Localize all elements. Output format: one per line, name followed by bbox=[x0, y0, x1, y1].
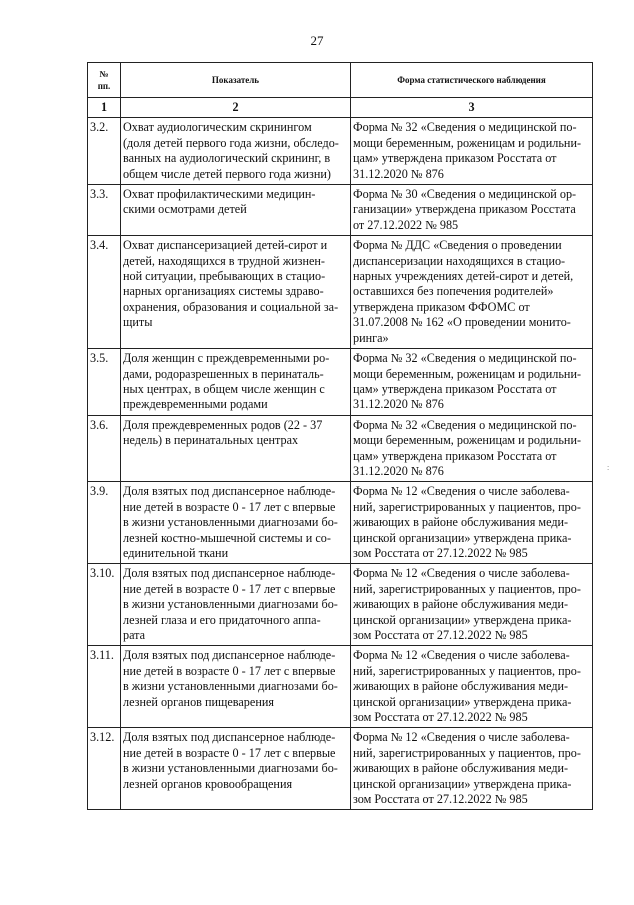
indicator-cell: Доля взятых под диспансерное наблюде- ние детей в возрасте 0 - 17 лет с впервые в жизни установленными диагнозами бо- лезней глаза и его придаточного аппа- рата bbox=[121, 564, 351, 646]
row-number: 3.4. bbox=[88, 236, 121, 349]
row-number: 3.9. bbox=[88, 482, 121, 564]
table-row bbox=[88, 118, 593, 185]
table-row bbox=[88, 415, 593, 482]
indicator-cell: Доля взятых под диспансерное наблюде- ние детей в возрасте 0 - 17 лет с впервые в жизни установленными диагнозами бо- лезней органов пищеварения bbox=[121, 646, 351, 728]
row-number: 3.12. bbox=[88, 728, 121, 810]
form-cell: Форма № 30 «Сведения о медицинской ор- ганизации» утверждена приказом Росстата от 27.12.2022 № 985 bbox=[351, 185, 593, 236]
table-row bbox=[88, 482, 593, 564]
form-cell: Форма № 12 «Сведения о числе заболева- ний, зарегистрированных у пациентов, про- живающих в районе обслуживания меди- цинской организации» утверждена прика- зом Росстата от 27.12.2022 № 985 bbox=[351, 646, 593, 728]
table-row bbox=[88, 564, 593, 646]
table-header-row bbox=[88, 63, 593, 98]
indicator-cell: Охват профилактическими медицин- скими осмотрами детей bbox=[121, 185, 351, 236]
table-row bbox=[88, 185, 593, 236]
form-cell: Форма № 12 «Сведения о числе заболева- ний, зарегистрированных у пациентов, про- живающих в районе обслуживания меди- цинской организации» утверждена прика- зом Росстата от 27.12.2022 № 985 bbox=[351, 482, 593, 564]
form-cell: Форма № 12 «Сведения о числе заболева- ний, зарегистрированных у пациентов, про- живающих в районе обслуживания меди- цинской организации» утверждена прика- зом Росстата от 27.12.2022 № 985 bbox=[351, 564, 593, 646]
indicator-cell: Доля преждевременных родов (22 - 37 недель) в перинатальных центрах bbox=[121, 415, 351, 482]
header-form: Форма статистического наблюдения bbox=[351, 63, 593, 98]
form-cell: Форма № 32 «Сведения о медицинской по- мощи беременным, роженицам и родильни- цам» утверждена приказом Росстата от 31.12.2020 № 876 bbox=[351, 118, 593, 185]
indicator-cell: Охват аудиологическим скринингом (доля детей первого года жизни, обследо- ванных на аудиологический скрининг, в общем числе детей первого года жизни) bbox=[121, 118, 351, 185]
indicator-cell: Доля взятых под диспансерное наблюде- ние детей в возрасте 0 - 17 лет с впервые в жизни установленными диагнозами бо- лезней костно-мышечной системы и со- единительной ткани bbox=[121, 482, 351, 564]
header-number: № пп. bbox=[88, 63, 121, 98]
row-number: 3.10. bbox=[88, 564, 121, 646]
form-cell: Форма № 32 «Сведения о медицинской по- мощи беременным, роженицам и родильни- цам» утверждена приказом Росстата от 31.12.2020 № 876 bbox=[351, 415, 593, 482]
column-number-row bbox=[88, 98, 593, 118]
statistics-table bbox=[87, 62, 593, 810]
row-number: 3.6. bbox=[88, 415, 121, 482]
row-number: 3.11. bbox=[88, 646, 121, 728]
form-cell: Форма № 32 «Сведения о медицинской по- мощи беременным, роженицам и родильни- цам» утверждена приказом Росстата от 31.12.2020 № 876 bbox=[351, 349, 593, 416]
margin-mark: : bbox=[607, 463, 610, 472]
row-number: 3.3. bbox=[88, 185, 121, 236]
form-cell: Форма № ДДС «Сведения о проведении диспансеризации находящихся в стацио- нарных учреждениях детей-сирот и детей, оставшихся без попечения родителей» утверждена приказом ФФОМС от 31.07.2008 № 162 «О проведении монито- ринга» bbox=[351, 236, 593, 349]
form-cell: Форма № 12 «Сведения о числе заболева- ний, зарегистрированных у пациентов, про- живающих в районе обслуживания меди- цинской организации» утверждена прика- зом Росстата от 27.12.2022 № 985 bbox=[351, 728, 593, 810]
table-row bbox=[88, 646, 593, 728]
table-row bbox=[88, 728, 593, 810]
column-number-3: 3 bbox=[351, 98, 593, 118]
table-row bbox=[88, 349, 593, 416]
column-number-2: 2 bbox=[121, 98, 351, 118]
row-number: 3.2. bbox=[88, 118, 121, 185]
page-number: 27 bbox=[310, 33, 324, 48]
indicator-cell: Доля женщин с преждевременными ро- дами, родоразрешенных в перинаталь- ных центрах, в общем числе женщин с преждевременными родами bbox=[121, 349, 351, 416]
indicator-cell: Доля взятых под диспансерное наблюде- ние детей в возрасте 0 - 17 лет с впервые в жизни установленными диагнозами бо- лезней органов кровообращения bbox=[121, 728, 351, 810]
column-number-1: 1 bbox=[88, 98, 121, 118]
header-indicator: Показатель bbox=[121, 63, 351, 98]
indicator-cell: Охват диспансеризацией детей-сирот и детей, находящихся в трудной жизнен- ной ситуации, пребывающих в стацио- нарных организациях системы здраво- охранения, образования и социальной за- щиты bbox=[121, 236, 351, 349]
row-number: 3.5. bbox=[88, 349, 121, 416]
table-row bbox=[88, 236, 593, 349]
